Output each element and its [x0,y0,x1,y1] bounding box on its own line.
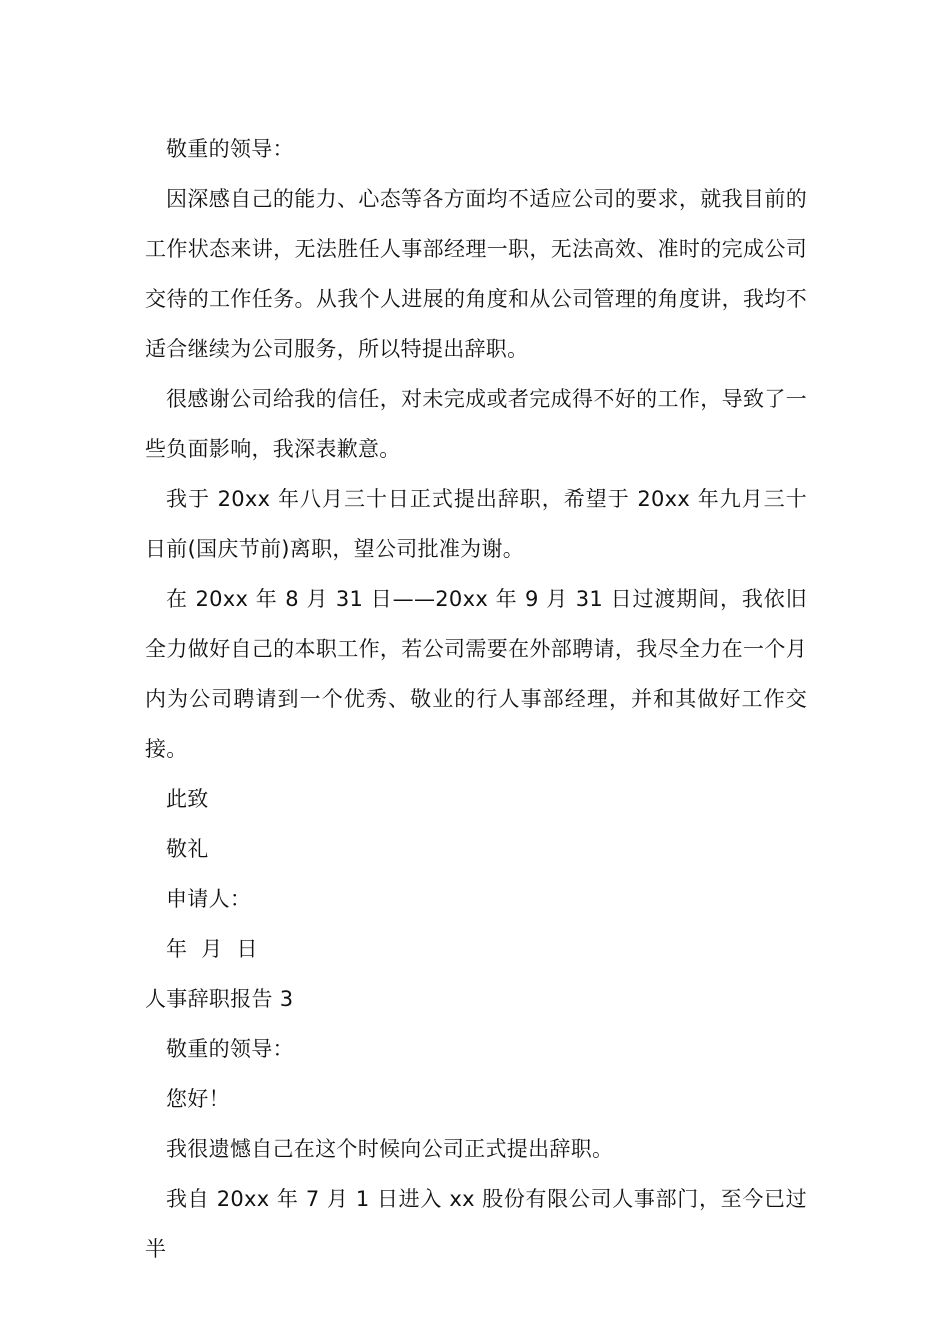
greeting: 您好！ [166,1087,230,1111]
salutation-2: 敬重的领导： [166,1037,294,1061]
paragraph-thanks: 很感谢公司给我的信任，对未完成或者完成得不好的工作，导致了一些负面影响，我深表歉意。 [145,387,807,461]
paragraph-regret: 我很遗憾自己在这个时候向公司正式提出辞职。 [166,1137,614,1161]
salutation: 敬重的领导： [166,137,294,161]
document-body [145,124,807,1274]
paragraph-dates: 我于 20xx 年八月三十日正式提出辞职，希望于 20xx 年九月三十日前(国庆节前)离职，望公司批准为谢。 [145,487,807,561]
closing-line-2: 敬礼 [166,837,209,861]
paragraph-transition: 在 20xx 年 8 月 31 日——20xx 年 9 月 31 日过渡期间，我依旧全力做好自己的本职工作，若公司需要在外部聘请，我尽全力在一个月内为公司聘请到一个优秀、敬业的行人事部经理，并和其做好工作交接。 [145,587,807,761]
paragraph-reason: 因深感自己的能力、心态等各方面均不适应公司的要求，就我目前的工作状态来讲，无法胜任人事部经理一职，无法高效、准时的完成公司交待的工作任务。从我个人进展的角度和从公司管理的角度讲，我均不适合继续为公司服务，所以特提出辞职。 [145,187,807,361]
date-line: 年 月 日 [166,937,258,961]
applicant-line: 申请人： [166,887,252,911]
closing-line-1: 此致 [166,787,209,811]
section-heading: 人事辞职报告 3 [145,987,294,1011]
paragraph-history: 我自 20xx 年 7 月 1 日进入 xx 股份有限公司人事部门，至今已过半 [145,1187,807,1261]
